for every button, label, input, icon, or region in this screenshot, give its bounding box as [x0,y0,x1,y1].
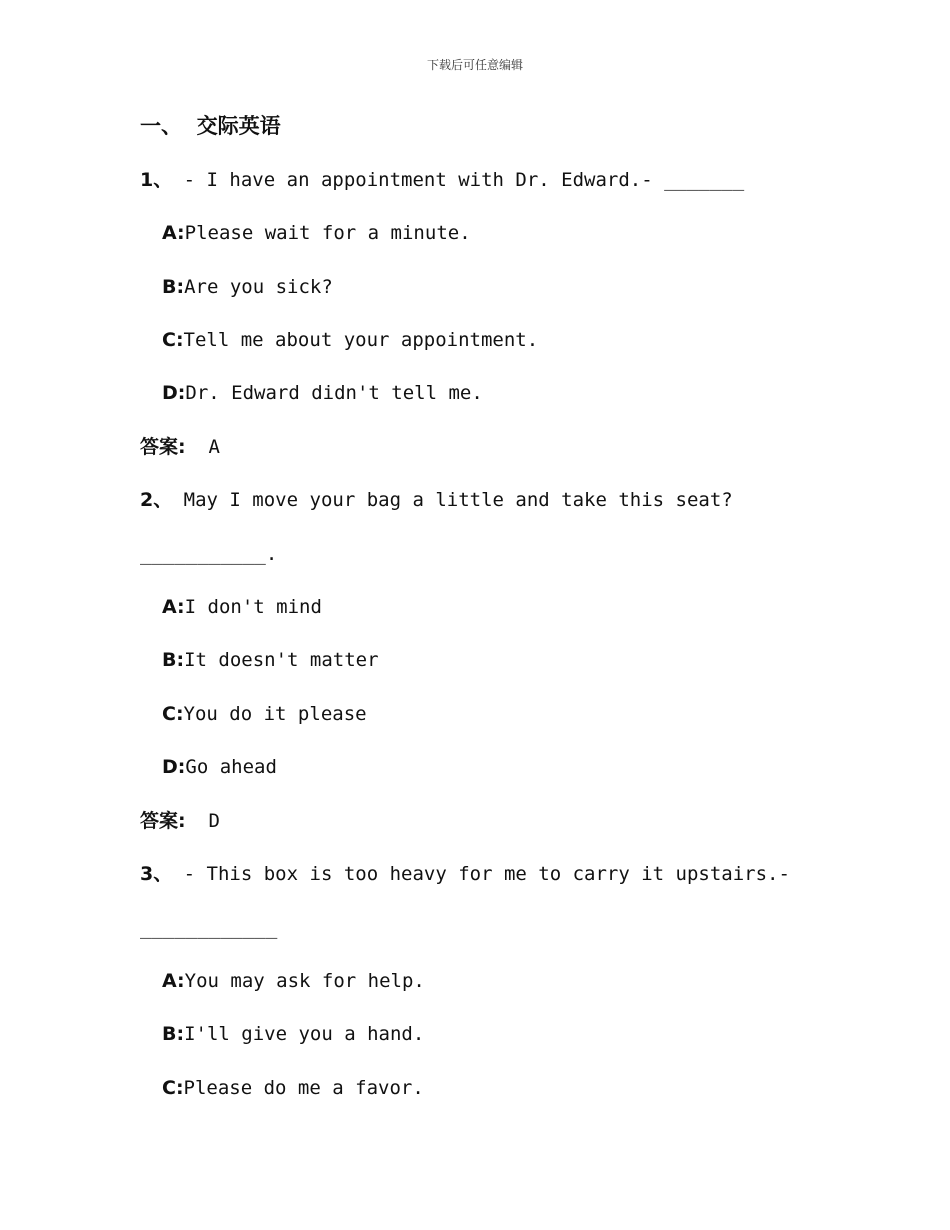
option-text: Please do me a favor. [183,1077,424,1099]
question-text: - I have an appointment with Dr. Edward.- _______ [172,169,745,191]
option-letter: C: [162,703,184,725]
option-b [162,1022,424,1046]
option-text: I'll give you a hand. [184,1023,425,1045]
question-1 [140,168,744,192]
option-text: You do it please [183,703,367,725]
option-letter: D: [162,756,186,778]
option-text: Go ahead [185,756,277,778]
question-text: - This box is too heavy for me to carry it upstairs.- [172,863,790,885]
section-title-text: 交际英语 [196,114,281,138]
option-a [162,595,322,619]
question-number: 1、 [140,169,173,191]
question-3 [140,862,790,886]
option-c [162,702,367,726]
section-title [140,114,281,138]
answer-value: A [208,436,220,458]
option-letter: D: [162,382,186,404]
answer-label: 答案: [140,436,186,458]
question-2 [140,488,733,512]
question-text: May I move your bag a little and take this seat? [172,489,733,511]
option-letter: C: [162,329,184,351]
section-number: 一、 [140,114,182,138]
option-text: It doesn't matter [184,649,379,671]
question-number: 2、 [140,489,173,511]
answer-1 [140,435,220,459]
option-c [162,328,538,352]
option-a [162,969,425,993]
question-2-blank: ___________. [140,543,278,565]
option-text: Please wait for a minute. [184,222,471,244]
option-letter: B: [162,649,185,671]
option-text: Dr. Edward didn't tell me. [185,382,483,404]
question-3-blank: ____________ [140,917,278,939]
question-number: 3、 [140,863,173,885]
option-letter: A: [162,596,185,618]
option-text: Are you sick? [184,276,333,298]
option-d [162,755,277,779]
option-letter: A: [162,970,185,992]
option-b [162,648,379,672]
option-c [162,1076,424,1100]
option-letter: B: [162,1023,185,1045]
option-d [162,381,483,405]
answer-label: 答案: [140,810,186,832]
option-text: I don't mind [184,596,322,618]
option-letter: A: [162,222,185,244]
option-letter: B: [162,276,185,298]
option-a [162,221,471,245]
option-b [162,275,333,299]
option-text: Tell me about your appointment. [183,329,539,351]
page-header: 下载后可任意编辑 [426,58,523,72]
option-text: You may ask for help. [184,970,425,992]
option-letter: C: [162,1077,184,1099]
answer-value: D [208,810,220,832]
answer-2 [140,809,220,833]
